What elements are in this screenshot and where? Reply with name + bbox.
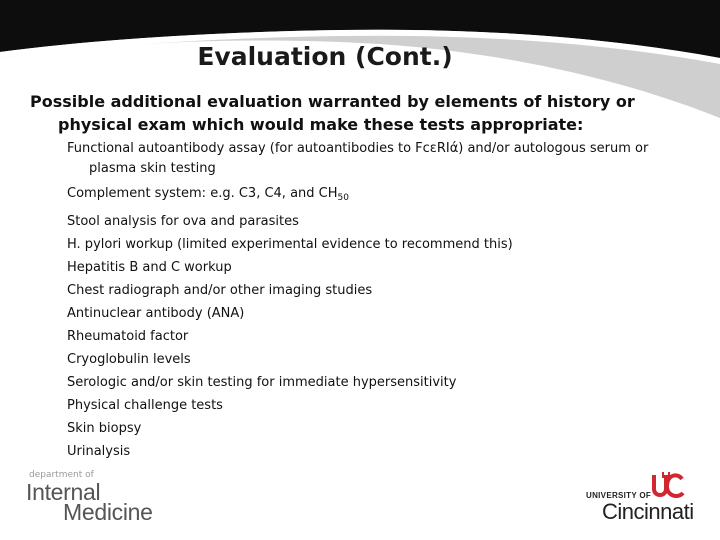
university-of-cincinnati-logo	[586, 472, 698, 524]
list-item: Physical challenge tests	[67, 398, 223, 413]
cincinnati-label: Cincinnati	[602, 499, 694, 524]
list-item: Stool analysis for ova and parasites	[67, 214, 299, 229]
list-item: Skin biopsy	[67, 421, 142, 436]
list-item: Rheumatoid factor	[67, 329, 189, 344]
university-of-label: UNIVERSITY OF	[586, 491, 652, 500]
list-item	[67, 182, 687, 210]
list-item: Functional autoantibody assay (for autoantibodies to FcεRIά) and/or autologous serum or plasma skin testing	[67, 141, 649, 176]
uc-monogram-icon	[650, 472, 686, 502]
evaluation-list	[67, 139, 687, 463]
intro-text: Possible additional evaluation warranted by elements of history or physical exam which would make these tests appropriate:	[30, 92, 635, 134]
dept-of-label: department of	[29, 470, 94, 480]
slide-title: Evaluation (Cont.)	[197, 42, 453, 71]
dept-name-medicine: Medicine	[63, 499, 153, 525]
list-item-text: Complement system: e.g. C3, C4, and CH	[67, 186, 338, 201]
list-item: Chest radiograph and/or other imaging studies	[67, 283, 373, 298]
list-item: Serologic and/or skin testing for immediate hypersensitivity	[67, 375, 457, 390]
list-item: H. pylori workup (limited experimental evidence to recommend this)	[67, 237, 513, 252]
ch50-subscript: 50	[337, 193, 349, 203]
internal-medicine-logo	[26, 470, 186, 526]
list-item: Hepatitis B and C workup	[67, 260, 232, 275]
list-item: Cryoglobulin levels	[67, 352, 191, 367]
list-item: Antinuclear antibody (ANA)	[67, 306, 245, 321]
list-item: Urinalysis	[67, 444, 131, 459]
dept-name-internal: Internal	[26, 479, 101, 505]
